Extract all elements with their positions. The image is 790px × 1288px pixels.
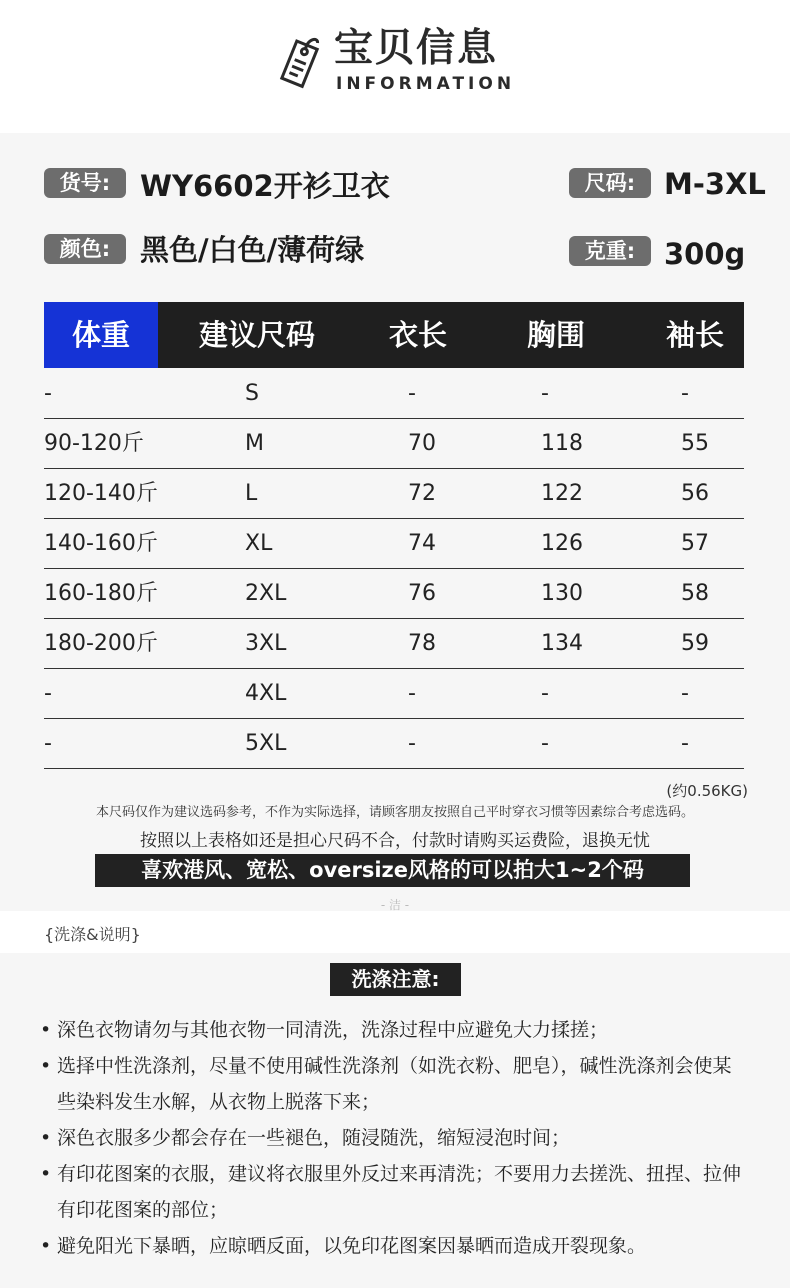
cell-chest: -	[541, 681, 549, 706]
wash-item-text: 有印花图案的衣服，建议将衣服里外反过来再清洗；不要用力去搓洗、扭捏、拉伸有印花图案的部位；	[57, 1163, 742, 1221]
wash-title: 洗涤注意:	[330, 963, 461, 996]
cell-weight: 90-120斤	[44, 431, 144, 456]
cell-size: XL	[245, 531, 273, 556]
col-header-weight: 体重	[44, 302, 158, 368]
cell-size: L	[245, 481, 258, 506]
weight-value: 300g	[664, 237, 746, 271]
size-label: 尺码:	[569, 168, 651, 198]
table-row	[44, 619, 744, 669]
cell-chest: -	[541, 381, 549, 406]
table-row	[44, 669, 744, 719]
col-header-size: 建议尺码	[199, 318, 316, 352]
cell-length: 78	[408, 631, 436, 656]
cell-size: 2XL	[245, 581, 287, 606]
cell-sleeve: -	[681, 731, 689, 756]
bullet-icon: •	[40, 1019, 52, 1041]
cell-length: -	[408, 681, 416, 706]
shipping-insurance-note: 按照以上表格如还是担心尺码不合，付款时请购买运费险，退换无忧	[140, 831, 650, 851]
cell-chest: -	[541, 731, 549, 756]
cell-sleeve: -	[681, 681, 689, 706]
oversize-tip-banner: 喜欢港风、宽松、oversize风格的可以拍大1~2个码	[95, 854, 690, 887]
cell-size: S	[245, 381, 259, 406]
table-row	[44, 469, 744, 519]
cell-length: -	[408, 731, 416, 756]
cell-sleeve: 56	[681, 481, 709, 506]
section-divider: - 洁 -	[380, 898, 410, 912]
page-title: 宝贝信息	[334, 26, 499, 71]
cell-size: 4XL	[245, 681, 287, 706]
cell-sleeve: 57	[681, 531, 709, 556]
col-header-length: 衣长	[389, 318, 448, 352]
wash-item	[40, 1228, 750, 1264]
cell-chest: 134	[541, 631, 583, 656]
color-label: 颜色:	[44, 234, 126, 264]
wash-item	[40, 1120, 750, 1156]
table-row	[44, 519, 744, 569]
cell-sleeve: 55	[681, 431, 709, 456]
item-no-label: 货号:	[44, 168, 126, 198]
cell-chest: 122	[541, 481, 583, 506]
cell-length: 74	[408, 531, 436, 556]
cell-weight: 160-180斤	[44, 581, 158, 606]
cell-length: -	[408, 381, 416, 406]
table-row	[44, 369, 744, 419]
table-row	[44, 719, 744, 769]
cell-weight: 120-140斤	[44, 481, 158, 506]
cell-length: 70	[408, 431, 436, 456]
wash-item	[40, 1048, 750, 1120]
wash-item-text: 选择中性洗涤剂，尽量不使用碱性洗涤剂（如洗衣粉、肥皂），碱性洗涤剂会使某些染料发生水解，从衣物上脱落下来；	[57, 1055, 732, 1113]
page-header	[0, 0, 790, 133]
wash-item	[40, 1012, 750, 1048]
col-header-chest: 胸围	[527, 318, 586, 352]
cell-weight: -	[44, 731, 52, 756]
price-tag-icon	[278, 30, 324, 90]
table-row	[44, 569, 744, 619]
size-value: M-3XL	[664, 167, 766, 201]
cell-size: 3XL	[245, 631, 287, 656]
cell-weight: -	[44, 381, 52, 406]
bullet-icon: •	[40, 1055, 52, 1077]
bullet-icon: •	[40, 1163, 52, 1185]
cell-chest: 130	[541, 581, 583, 606]
cell-chest: 126	[541, 531, 583, 556]
bullet-icon: •	[40, 1127, 52, 1149]
col-header-sleeve: 袖长	[666, 318, 725, 352]
wash-item-text: 避免阳光下暴晒，应晾晒反面，以免印花图案因暴晒而造成开裂现象。	[57, 1235, 647, 1257]
cell-sleeve: 58	[681, 581, 709, 606]
table-row	[44, 419, 744, 469]
cell-sleeve: -	[681, 381, 689, 406]
cell-weight: -	[44, 681, 52, 706]
wash-caption: {洗涤&说明}	[44, 925, 141, 944]
cell-length: 72	[408, 481, 436, 506]
cell-weight: 180-200斤	[44, 631, 158, 656]
wash-item	[40, 1156, 750, 1228]
page-subtitle: INFORMATION	[336, 74, 516, 94]
cell-size: M	[245, 431, 264, 456]
item-no-value: WY6602开衫卫衣	[140, 169, 390, 203]
wash-item-text: 深色衣服多少都会存在一些褪色，随浸随洗，缩短浸泡时间；	[57, 1127, 571, 1149]
weight-note: (约0.56KG)	[666, 782, 748, 800]
cell-length: 76	[408, 581, 436, 606]
size-disclaimer: 本尺码仅作为建议选码参考，不作为实际选择，请顾客朋友按照自己平时穿衣习惯等因素综合考虑选码。	[95, 805, 694, 820]
color-value: 黑色/白色/薄荷绿	[140, 233, 365, 267]
cell-chest: 118	[541, 431, 583, 456]
cell-sleeve: 59	[681, 631, 709, 656]
bullet-icon: •	[40, 1235, 52, 1257]
cell-size: 5XL	[245, 731, 287, 756]
weight-label: 克重:	[569, 236, 651, 266]
wash-item-text: 深色衣物请勿与其他衣物一同清洗，洗涤过程中应避免大力揉搓；	[57, 1019, 609, 1041]
size-table-header	[44, 302, 744, 368]
cell-weight: 140-160斤	[44, 531, 158, 556]
